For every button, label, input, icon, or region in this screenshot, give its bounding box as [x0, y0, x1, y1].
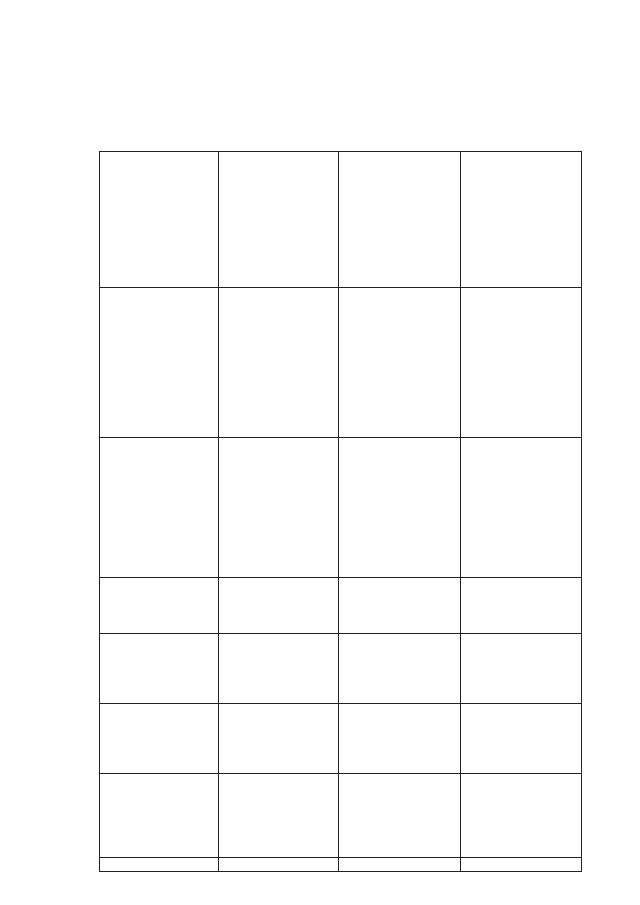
location-cell — [100, 704, 219, 774]
notes-cell — [339, 152, 461, 288]
tech-reserve-cell — [219, 438, 339, 578]
org-cell — [461, 774, 582, 858]
org-cell — [100, 774, 219, 858]
notes-cell — [219, 152, 339, 288]
location-cell — [219, 704, 339, 774]
object-cell — [461, 634, 582, 704]
status-cell — [219, 578, 339, 634]
row-number-cell — [100, 858, 219, 872]
rotated-table-container — [99, 152, 581, 872]
row-number-cell — [339, 858, 461, 872]
data-table — [99, 151, 582, 872]
object-cell — [219, 634, 339, 704]
table-row — [339, 152, 461, 872]
tech-reserve-cell — [100, 438, 219, 578]
org-cell — [339, 774, 461, 858]
tech-reserve-cell — [461, 438, 582, 578]
row-number-cell — [219, 858, 339, 872]
notes-cell — [100, 152, 219, 288]
emergency-reserve-cell — [339, 288, 461, 438]
table-row — [461, 152, 582, 872]
object-cell — [100, 634, 219, 704]
object-cell — [339, 634, 461, 704]
notes-cell — [461, 152, 582, 288]
status-cell — [100, 578, 219, 634]
table-row — [219, 152, 339, 872]
emergency-reserve-cell — [461, 288, 582, 438]
emergency-reserve-cell — [100, 288, 219, 438]
status-cell — [461, 578, 582, 634]
location-cell — [461, 704, 582, 774]
status-cell — [339, 578, 461, 634]
table-row — [100, 152, 219, 872]
tech-reserve-cell — [339, 438, 461, 578]
row-number-cell — [461, 858, 582, 872]
emergency-reserve-cell — [219, 288, 339, 438]
location-cell — [339, 704, 461, 774]
org-cell — [219, 774, 339, 858]
